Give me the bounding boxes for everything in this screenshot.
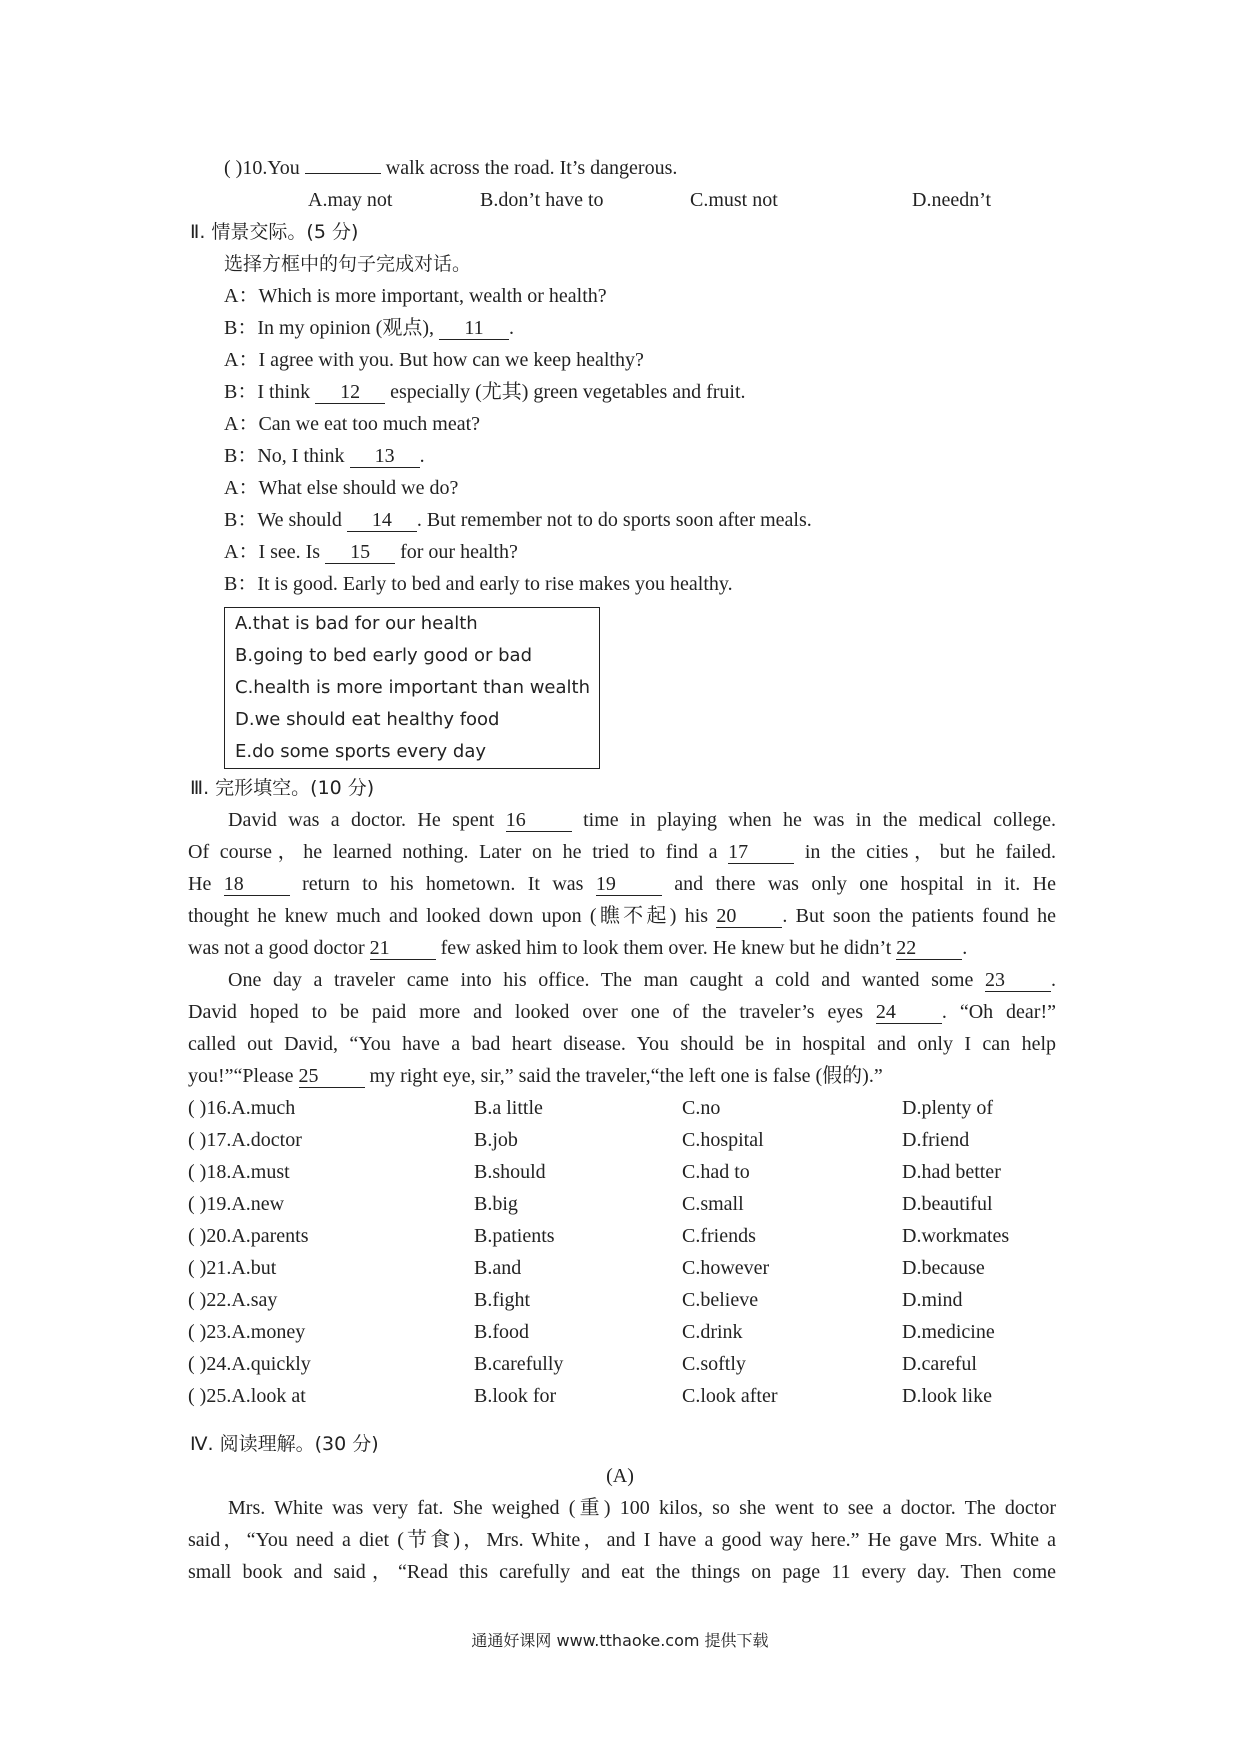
question-10-option-b: B.don’t have to [480,189,604,211]
dialogue-line: A：What else should we do? [224,477,459,499]
question-10-option-d: D.needn’t [912,189,992,211]
footer-source: 通通好课网 www.tthaoke.com 提供下载 [471,1631,769,1650]
cloze-question-option-d: D.look like [902,1385,992,1407]
answer-blank: 16 [506,809,572,832]
answer-blank: 12 [315,381,385,404]
cloze-question-option-a: ( )18.A.must [188,1161,290,1183]
passage-line: David was a doctor. He spent 16 time in playing when he was in the medical college. [228,809,1056,831]
cloze-question-option-b: B.a little [474,1097,543,1119]
passage-line: One day a traveler came into his office. The man caught a cold and wanted some 23 . [228,969,1056,991]
box-option-e: E.do some sports every day [235,741,487,762]
cloze-question-option-b: B.and [474,1257,522,1279]
cloze-question-option-b: B.job [474,1129,518,1151]
cloze-question-option-a: ( )22.A.say [188,1289,278,1311]
cloze-question-option-d: D.had better [902,1161,1001,1183]
passage-line: David hoped to be paid more and looked over one of the traveler’s eyes 24 . “Oh dear!” [188,1001,1056,1023]
passage-line: He 18 return to his hometown. It was 19 and there was only one hospital in it. He [188,873,1056,895]
section-3-title: Ⅲ. 完形填空。(10 分) [190,777,375,799]
answer-blank: 19 [596,873,662,896]
section-4-title: Ⅳ. 阅读理解。(30 分) [190,1433,379,1455]
answer-blank: 15 [325,541,395,564]
cloze-question-option-b: B.look for [474,1385,557,1407]
cloze-question-option-d: D.beautiful [902,1193,993,1215]
cloze-question-option-d: D.medicine [902,1321,995,1343]
answer-blank: 20 [716,905,782,928]
dialogue-line: B：It is good. Early to bed and early to rise makes you healthy. [224,573,733,595]
cloze-question-option-b: B.fight [474,1289,531,1311]
cloze-question-option-c: C.friends [682,1225,756,1247]
cloze-question-option-c: C.had to [682,1161,750,1183]
dialogue-line: A：I agree with you. But how can we keep healthy? [224,349,644,371]
cloze-question-option-d: D.mind [902,1289,963,1311]
answer-blank: 25 [299,1065,365,1088]
cloze-question-option-c: C.believe [682,1289,759,1311]
answer-blank: 13 [350,445,420,468]
question-10-stem: ( )10.You walk across the road. It’s dangerous. [224,157,678,179]
answer-blank: 23 [985,969,1051,992]
dialogue-line: A：Which is more important, wealth or health? [224,285,607,307]
dialogue-line: A：I see. Is 15 for our health? [224,541,518,563]
cloze-question-option-c: C.however [682,1257,770,1279]
section-2-title: Ⅱ. 情景交际。(5 分) [190,221,359,243]
cloze-question-option-a: ( )17.A.doctor [188,1129,302,1151]
cloze-question-option-b: B.big [474,1193,518,1215]
cloze-question-option-a: ( )25.A.look at [188,1385,306,1407]
cloze-question-option-a: ( )24.A.quickly [188,1353,311,1375]
reading-line-1: Mrs. White was very fat. She weighed (重) 100 kilos, so she went to see a doctor. The doctor [228,1497,1056,1519]
answer-blank: 21 [370,937,436,960]
passage-line: you!”“Please 25 my right eye, sir,” said the traveler,“the left one is false (假的).” [188,1065,883,1087]
cloze-question-option-d: D.friend [902,1129,970,1151]
cloze-question-option-a: ( )23.A.money [188,1321,306,1343]
cloze-question-option-b: B.should [474,1161,546,1183]
passage-line: was not a good doctor 21 few asked him to look them over. He knew but he didn’t 22 . [188,937,968,959]
answer-blank: 14 [347,509,417,532]
cloze-question-option-d: D.careful [902,1353,977,1375]
cloze-question-option-c: C.small [682,1193,744,1215]
answer-blank: 24 [876,1001,942,1024]
answer-blank: 17 [728,841,794,864]
cloze-question-option-a: ( )20.A.parents [188,1225,309,1247]
passage-line: Of course，he learned nothing. Later on he tried to find a 17 in the cities，but he failed. [188,841,1056,863]
box-option-a: A.that is bad for our health [235,613,478,634]
dialogue-line: B：In my opinion (观点), 11 . [224,317,514,339]
passage-line: thought he knew much and looked down upon (瞧不起) his 20 . But soon the patients found he [188,905,1056,927]
answer-blank: 18 [224,873,290,896]
section-2-instruction: 选择方框中的句子完成对话。 [224,253,472,275]
box-option-b: B.going to bed early good or bad [235,645,532,666]
answer-blank: 11 [439,317,509,340]
cloze-question-option-c: C.hospital [682,1129,764,1151]
cloze-question-option-d: D.because [902,1257,985,1279]
cloze-question-option-b: B.food [474,1321,529,1343]
box-option-c: C.health is more important than wealth [235,677,591,698]
cloze-question-option-d: D.plenty of [902,1097,994,1119]
cloze-question-option-b: B.patients [474,1225,555,1247]
cloze-question-option-d: D.workmates [902,1225,1010,1247]
question-10-option-c: C.must not [690,189,778,211]
question-10-option-a: A.may not [308,189,393,211]
cloze-question-option-a: ( )19.A.new [188,1193,285,1215]
answer-blank: 22 [896,937,962,960]
reading-line-2: said，“You need a diet (节食)，Mrs. White，and I have a good way here.” He gave Mrs. White a [188,1529,1056,1551]
dialogue-line: B：No, I think 13 . [224,445,425,467]
cloze-question-option-a: ( )21.A.but [188,1257,277,1279]
reading-line-3: small book and said，“Read this carefully and eat the things on page 11 every day. Then come [188,1561,1056,1583]
cloze-question-option-b: B.carefully [474,1353,564,1375]
cloze-question-option-c: C.look after [682,1385,778,1407]
dialogue-line: A：Can we eat too much meat? [224,413,481,435]
passage-a-heading: (A) [606,1465,634,1487]
box-option-d: D.we should eat healthy food [235,709,500,730]
cloze-question-option-c: C.softly [682,1353,746,1375]
dialogue-line: B：I think 12 especially (尤其) green vegetables and fruit. [224,381,746,403]
answer-options-box [224,607,600,769]
passage-line: called out David, “You have a bad heart disease. You should be in hospital and only I can help [188,1033,1056,1055]
cloze-question-option-a: ( )16.A.much [188,1097,296,1119]
cloze-question-option-c: C.drink [682,1321,743,1343]
answer-blank [305,173,381,174]
cloze-question-option-c: C.no [682,1097,721,1119]
dialogue-line: B：We should 14 . But remember not to do sports soon after meals. [224,509,812,531]
